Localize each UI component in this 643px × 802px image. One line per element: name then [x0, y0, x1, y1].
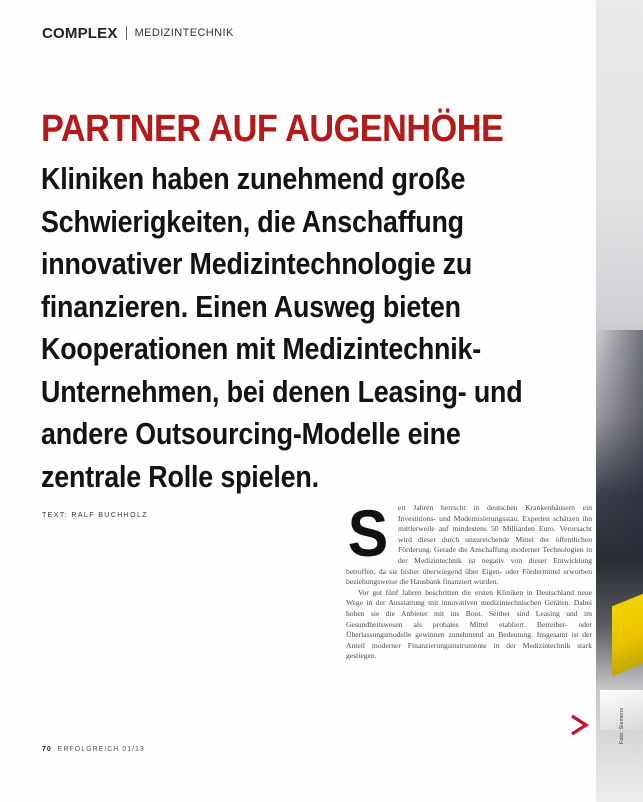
magazine-name: ERFOLGREICH 01/13 — [57, 746, 145, 753]
drop-cap: S — [347, 496, 389, 570]
byline: TEXT: RALF BUCHHOLZ — [42, 512, 148, 519]
body-paragraph-2: Vor gut fünf Jahren beschritten die ersten Kliniken in Deutschland neue Wege in der Ausstattung mit innovativen medizintechnischen Geräten. Dabei hoben sie die Anbieter mit ins Boot. Seither sind Leasing und im Gesundheitswesen als probates Mittel etabliert. Betreiber- oder Überlassungsmodelle gewinnen zunehmend an Bedeutung. Insgesamt ist der Anteil moderner Finanzierungsinstrumente in der Medizintechnik stark gestiegen. — [346, 587, 592, 661]
page-number: 70 — [42, 746, 52, 753]
headline: PARTNER AUF AUGENHÖHE — [41, 108, 504, 150]
body-paragraph-1-text: eit Jahren herrscht in deutschen Krankenhäusern ein Investitions- und Modernisierungsstau. Experten schätzen ihn mittlerweile auf mindestens 50 Milliarden Euro. Verursacht wird dieser durch unzureichende Mittel der öffentlichen Förderung. Gerade die Anschaffung moderner Technologien in der Medizintechnik ist negativ von dieser Entwicklung betroffen, da sie bisher überwiegend über Eigen- oder Fördermittel erworben beziehungsweise die Hausbank finanziert wurden. — [346, 503, 592, 587]
chevron-right-icon[interactable] — [568, 713, 590, 737]
body-paragraph-1 — [346, 496, 592, 588]
side-photo-yellow-accent — [612, 594, 643, 677]
rubric — [42, 24, 234, 42]
rubric-divider — [126, 26, 127, 40]
photo-credit: Foto: Siemens — [619, 707, 625, 744]
rubric-subsection: MEDIZINTECHNIK — [134, 27, 234, 39]
rubric-section: COMPLEX — [42, 24, 118, 42]
body-column — [346, 496, 592, 662]
deck-text: Kliniken haben zunehmend große Schwierigkeiten, die Anschaffung innovativer Medizintechnologie zu finanzieren. Einen Ausweg bieten Kooperationen mit Medizintechnik-Unternehmen, bei denen Leasing- und andere Outsourcing-Modelle eine zentrale Rolle spielen. — [41, 162, 523, 494]
page-footer — [42, 746, 145, 753]
side-photo-shade — [596, 330, 643, 560]
